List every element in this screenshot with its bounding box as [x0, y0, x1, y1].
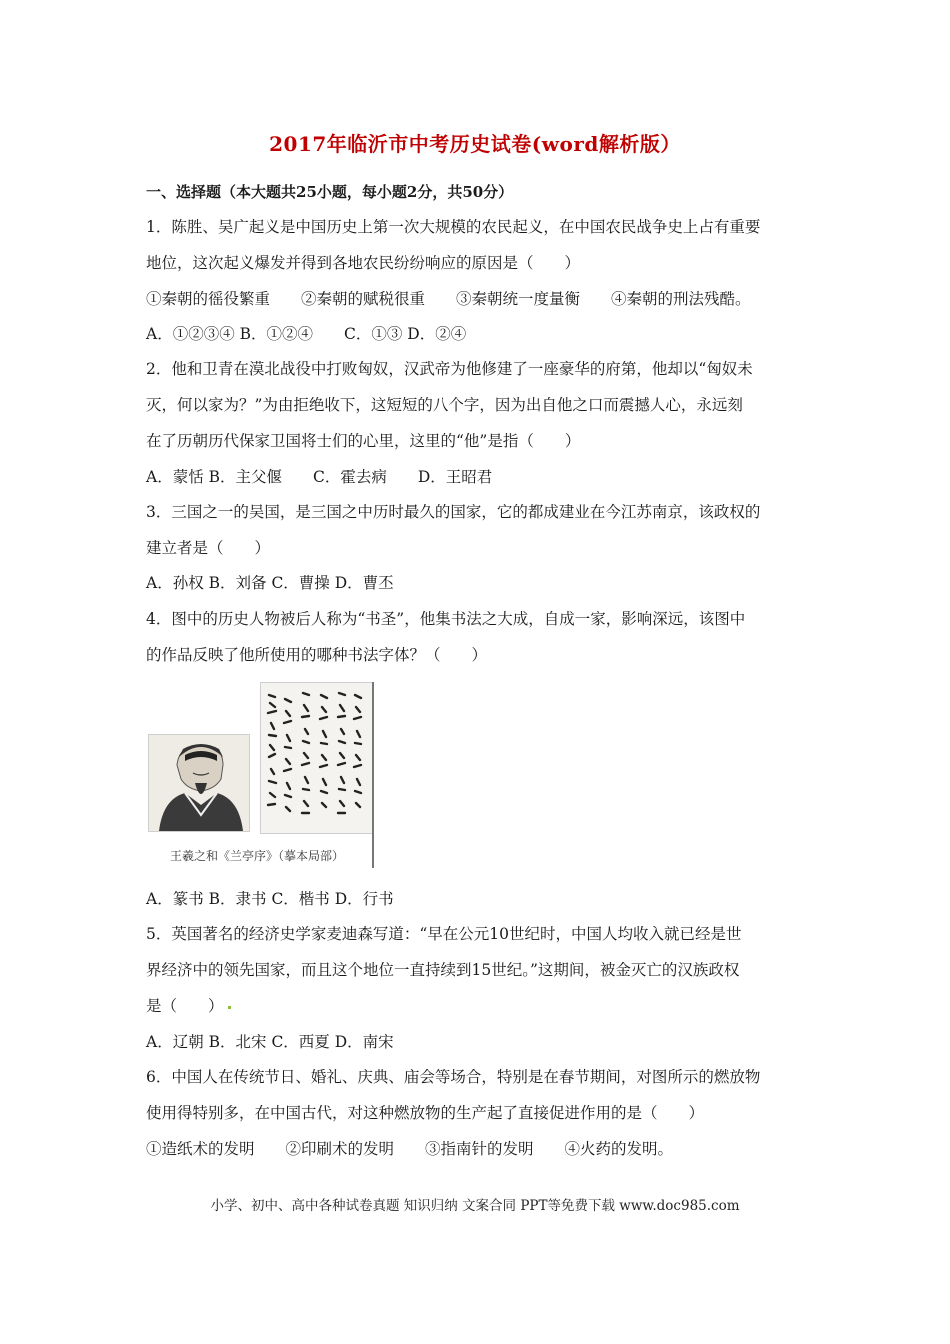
question-line: 1．陈胜、吴广起义是中国历史上第一次大规模的农民起义，在中国农民战争史上占有重要: [146, 218, 761, 236]
calligraphy-image: [260, 682, 374, 834]
question-line: 在了历朝历代保家卫国将士们的心里，这里的“他”是指（ ）: [146, 432, 581, 450]
section-heading: 一、选择题（本大题共25小题，每小题2分，共50分）: [146, 183, 514, 201]
question-options: A．辽朝 B．北宋 C．西夏 D．南宋: [146, 1033, 394, 1051]
figure-caption: 王羲之和《兰亭序》（摹本局部）: [170, 849, 345, 863]
question-options: A．蒙恬 B．主父偃 C．霍去病 D．王昭君: [146, 468, 493, 486]
question-line: 5．英国著名的经济史学家麦迪森写道：“早在公元10世纪时，中国人均收入就已经是世: [146, 925, 742, 943]
question-options: A．孙权 B．刘备 C．曹操 D．曹丕: [146, 574, 394, 592]
question-line: 地位，这次起义爆发并得到各地农民纷纷响应的原因是（ ）: [146, 254, 581, 272]
question-line: 2．他和卫青在漠北战役中打败匈奴，汉武帝为他修建了一座豪华的府第，他却以“匈奴未: [146, 360, 753, 378]
question-statements: ①造纸术的发明 ②印刷术的发明 ③指南针的发明 ④火药的发明。: [146, 1140, 674, 1158]
stray-mark: [228, 1006, 231, 1009]
question-line-wrap: [146, 994, 231, 1016]
question-line: 灭，何以家为？”为由拒绝收下，这短短的八个字，因为出自他之口而震撼人心，永远刻: [146, 396, 743, 414]
question-line-text: 是（ ）: [146, 997, 224, 1015]
question-line: 建立者是（ ）: [146, 539, 271, 557]
portrait-image: [148, 734, 250, 832]
question-line: 4．图中的历史人物被后人称为“书圣”，他集书法之大成，自成一家，影响深远，该图中: [146, 610, 746, 628]
question-options: A．篆书 B．隶书 C．楷书 D．行书: [146, 890, 394, 908]
page-footer: 小学、初中、高中各种试卷真题 知识归纳 文案合同 PPT等免费下载 www.doc985.com: [210, 1198, 740, 1214]
wang-xizhi-figure: [146, 682, 376, 868]
question-line: 6．中国人在传统节日、婚礼、庆典、庙会等场合，特别是在春节期间，对图所示的燃放物: [146, 1068, 761, 1086]
question-options: A．①②③④ B．①②④ C．①③ D．②④: [146, 325, 467, 343]
question-line: 使用得特别多，在中国古代，对这种燃放物的生产起了直接促进作用的是（ ）: [146, 1104, 705, 1122]
question-line: 3．三国之一的吴国，是三国之中历时最久的国家，它的都成建业在今江苏南京，该政权的: [146, 503, 761, 521]
page-title: 2017年临沂市中考历史试卷(word解析版）: [269, 132, 681, 156]
question-statements: ①秦朝的徭役繁重 ②秦朝的赋税很重 ③秦朝统一度量衡 ④秦朝的刑法残酷。: [146, 290, 751, 308]
question-line: 的作品反映了他所使用的哪种书法字体？（ ）: [146, 646, 488, 664]
question-line: 界经济中的领先国家，而且这个地位一直持续到15世纪。”这期间，被金灭亡的汉族政权: [146, 961, 740, 979]
figure-divider: [372, 682, 374, 868]
